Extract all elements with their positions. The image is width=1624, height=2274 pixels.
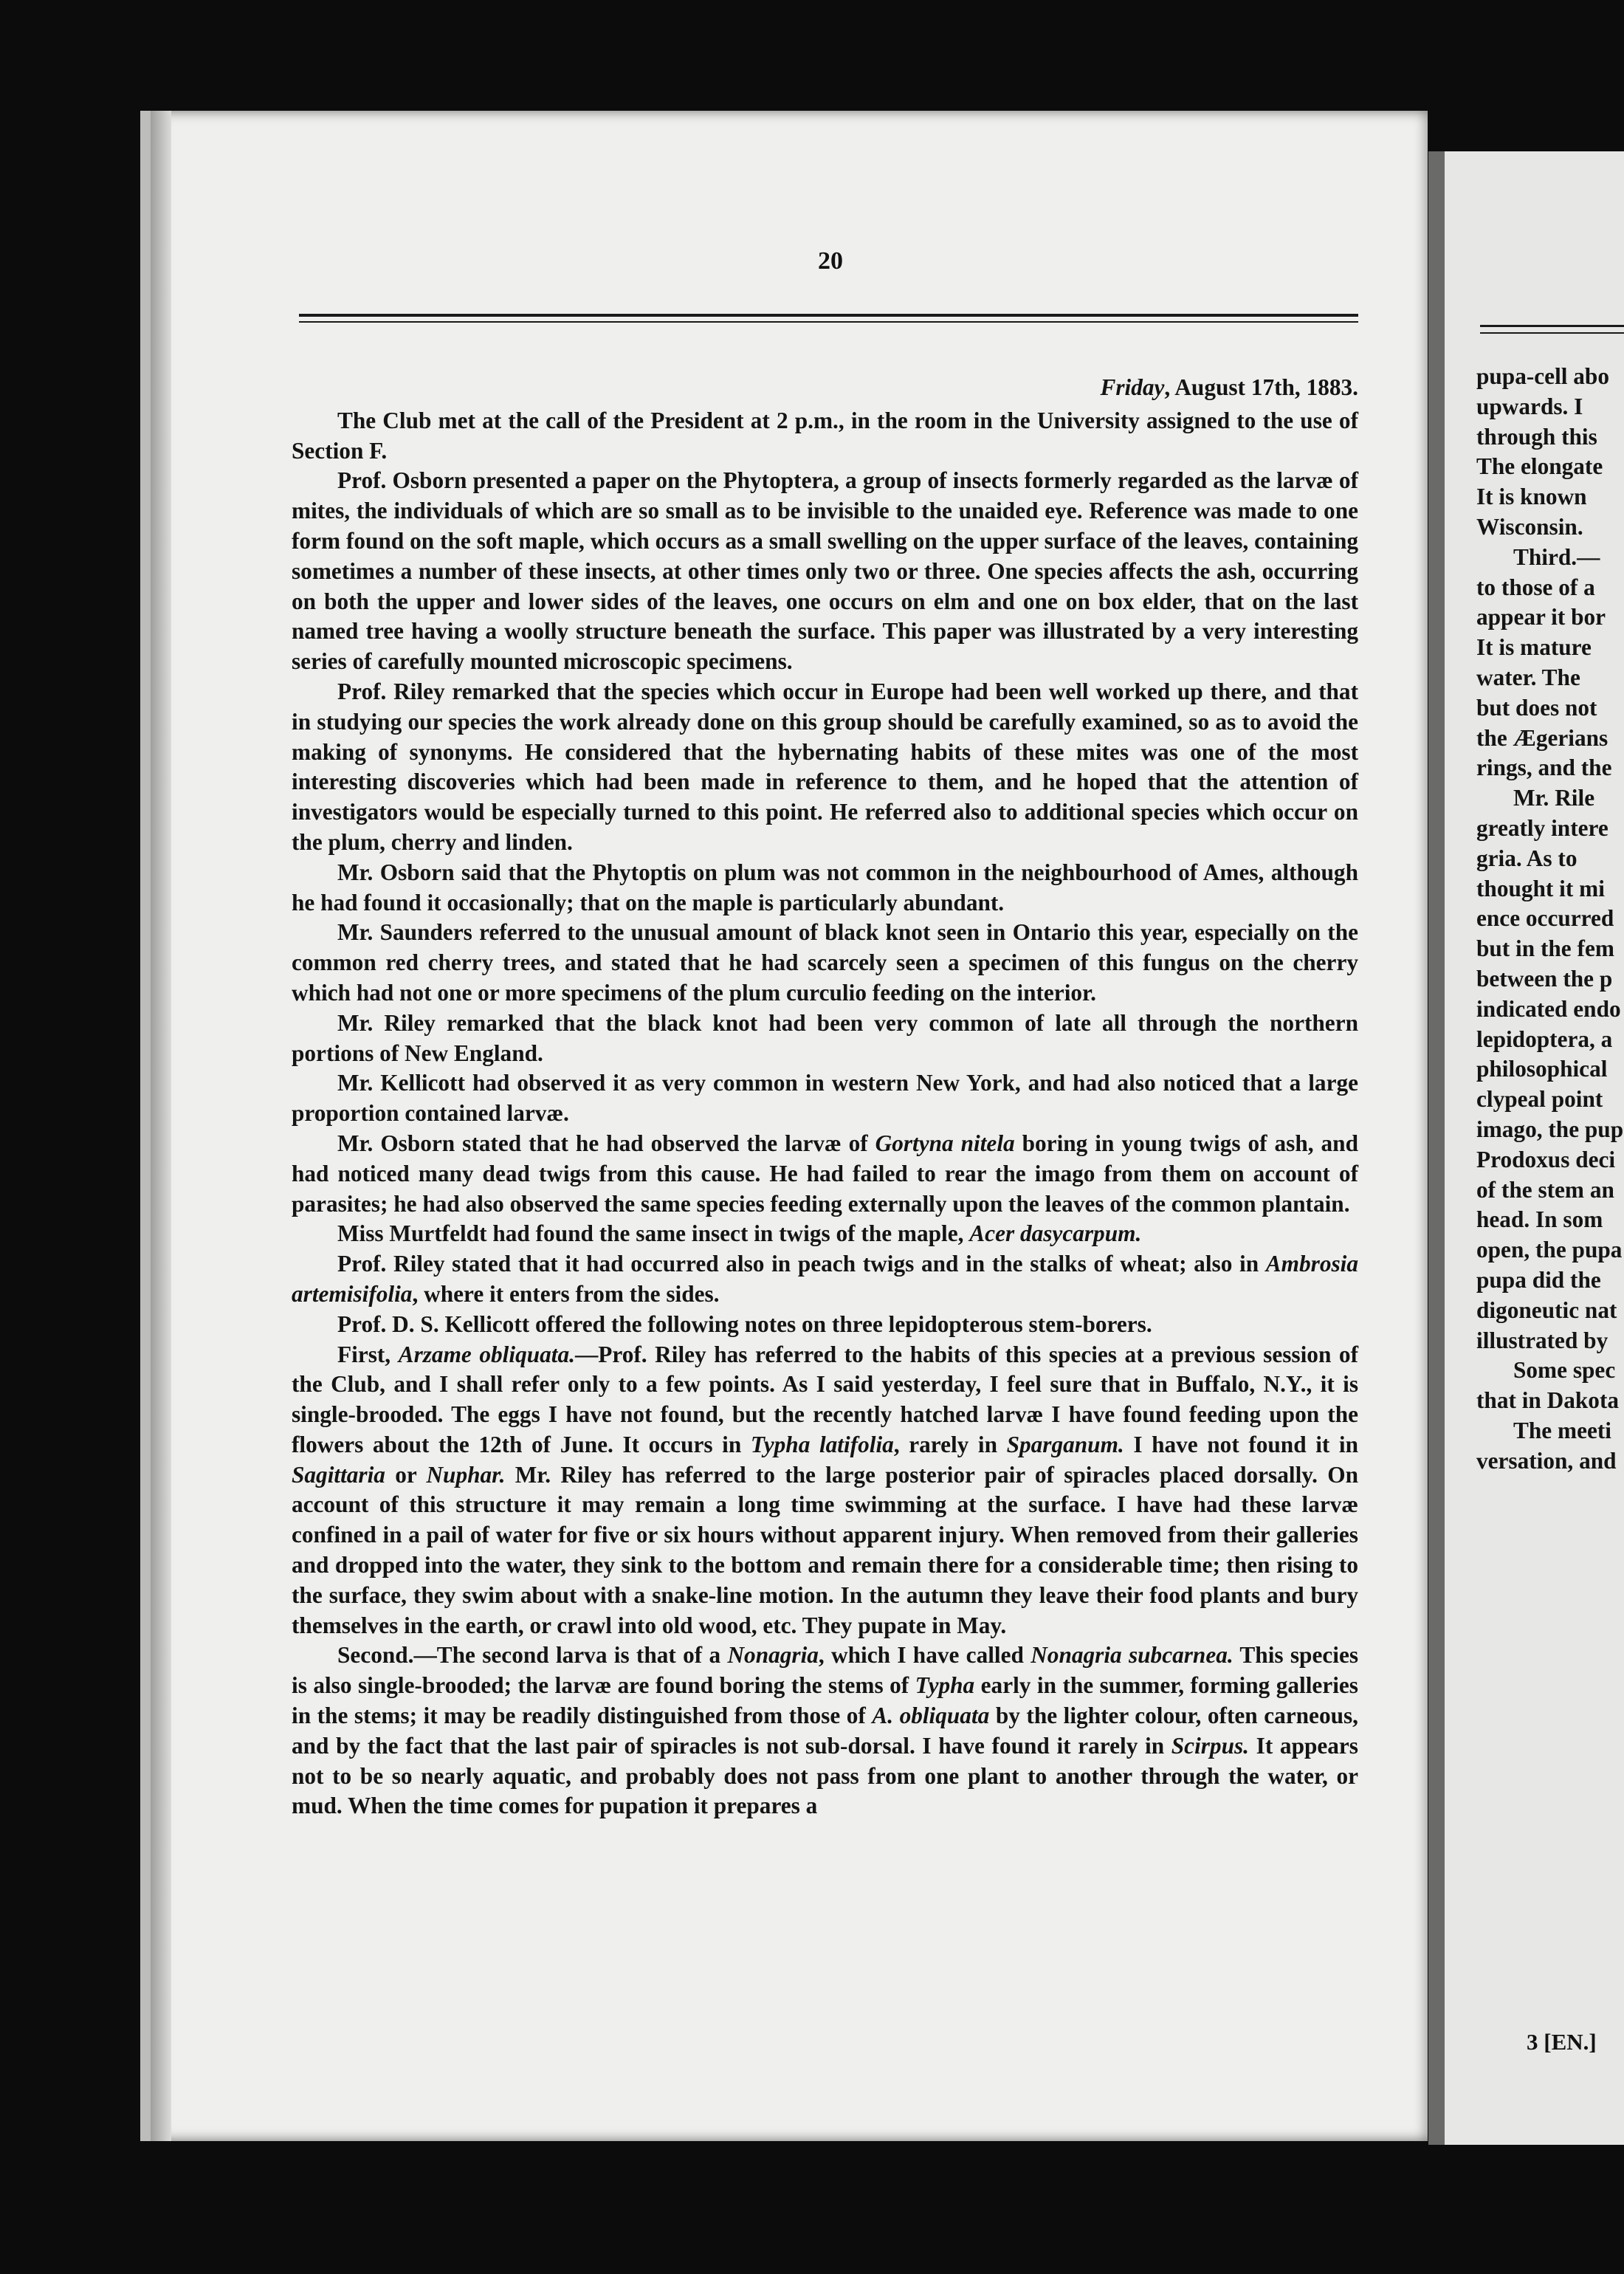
right-text-line: pupa did the: [1476, 1266, 1601, 1293]
paragraph-first: [292, 1340, 1358, 1641]
paragraph: Prof. Riley remarked that the species which occur in Europe had been well worked up there, and that in studying our species the work already done on this group should be carefully examined, so as to avoid the making of synonyms. He considered that the hybernating habits of these mites was one of the most interesting discoveries which had been made in reference to them, and he hoped that the attention of investigators would be especially turned to this point. He referred also to additional species which occur on the plum, cherry and linden.: [292, 678, 1358, 855]
right-text-line: thought it mi: [1476, 875, 1605, 901]
species-name: Nuphar.: [426, 1461, 506, 1488]
right-text-line: philosophical: [1476, 1056, 1608, 1082]
right-text-line: imago, the pup: [1476, 1116, 1624, 1142]
text-run: Second.—The second larva is that of a: [337, 1642, 728, 1669]
paragraph: Mr. Riley remarked that the black knot had been very common of late all through the northern portions of New England.: [292, 1009, 1358, 1066]
species-name: Typha latifolia: [750, 1431, 894, 1457]
text-run: This species is also single-brooded; the larvæ are found boring the stems of: [292, 1642, 1359, 1699]
right-text-line: head. In som: [1476, 1206, 1603, 1233]
text-run: First,: [337, 1341, 399, 1367]
right-text-line: clypeal point: [1476, 1086, 1603, 1113]
right-text-line: indicated endo: [1476, 995, 1621, 1022]
right-text-line: the Ægerians: [1476, 724, 1608, 751]
right-text-line: The meeti: [1513, 1417, 1611, 1443]
text-run: early in the summer, forming galleries in the stems; it may be readily distinguished from those of: [292, 1672, 1358, 1729]
right-text-line: Third.—: [1513, 543, 1600, 570]
species-name: Sparganum.: [1006, 1431, 1124, 1457]
right-header-rule: [1480, 325, 1624, 327]
right-page-footer: 3 [EN.]: [1527, 2029, 1597, 2055]
right-text-line: Prodoxus deci: [1476, 1146, 1616, 1172]
species-name: A. obliquata: [872, 1703, 990, 1729]
right-text-line: upwards. I: [1476, 393, 1583, 419]
species-name: Nonagria subcarnea.: [1031, 1642, 1234, 1669]
paragraph: Mr. Kellicott had observed it as very common in western New York, and had also noticed that a large proportion contained larvæ.: [292, 1070, 1358, 1127]
page-body: [292, 373, 1358, 1821]
text-run: Prof. Riley stated that it had occurred also in peach twigs and in the stalks of wheat; also in: [337, 1251, 1266, 1277]
right-text-line: It is mature: [1476, 634, 1592, 661]
paragraph: Mr. Osborn said that the Phytoptis on plum was not common in the neighbourhood of Ames, although he had found it occasionally; that on the maple is particularly abundant.: [292, 859, 1358, 916]
right-text-line: open, the pupa: [1476, 1237, 1623, 1263]
right-text-line: pupa-cell abo: [1476, 363, 1609, 389]
text-run: boring in young twigs of ash, and had noticed many dead twigs from this cause. He had failed to rear the imago from them on account of parasites; he had also observed the same species feeding externally upon the leaves of the common plantain.: [292, 1130, 1358, 1217]
paragraph: Mr. Saunders referred to the unusual amount of black knot seen in Ontario this year, especially on the common red cherry trees, and stated that he had scarcely seen a specimen of this fungus on the cherry which had not one or more specimens of the plum curculio feeding on the interior.: [292, 919, 1358, 1006]
paragraph-riley: [292, 1249, 1358, 1310]
paragraph-kellicott: Prof. D. S. Kellicott offered the following notes on three lepidopterous stem-borers.: [337, 1311, 1152, 1337]
text-run: Mr. Riley has referred to the large posterior pair of spiracles placed dorsally. On account of this structure it may remain a long time swimming at the surface. I have had these larvæ confined in a pail of water for five or six hours without apparent injury. When removed from their galleries and dropped into the water, they sink to the bottom and remain there for a considerable time; then rising to the surface, they swim about with a snake-line motion. In the autumn they leave their food plants and bury themselves in the earth, or crawl into old wood, etc. They pupate in May.: [292, 1461, 1359, 1638]
species-name: Sagittaria: [292, 1461, 385, 1488]
page-edge: [151, 111, 171, 2141]
right-text-line: appear it bor: [1476, 604, 1606, 631]
text-run: , where it enters from the sides.: [412, 1280, 720, 1307]
right-text-line: Some spec: [1513, 1357, 1616, 1384]
right-text-line: Mr. Rile: [1513, 785, 1595, 811]
right-text-line: ence occurred: [1476, 905, 1614, 932]
text-run: It appears not to be so nearly aquatic, and probably does not pass from one plant to another through the water, or mud. When the time comes for pupation it prepares a: [292, 1732, 1358, 1819]
right-text-line: The elongate: [1476, 453, 1603, 480]
paragraph: Prof. Osborn presented a paper on the Phytoptera, a group of insects formerly regarded as the larvæ of mites, the individuals of which are so small as to be invisible to the unaided eye. Reference was made to one form found on the soft maple, which occurs as a small swelling on the upper surface of the leaves, containing sometimes a number of these insects, at other times only two or three. One species affects the ash, occurring on both the upper and lower sides of the leaves, one occurs on elm and one on box elder, that on the last named tree having a woolly structure beneath the surface. This paper was illustrated by a very interesting series of carefully mounted microscopic specimens.: [292, 467, 1358, 675]
text-run: I have not found it in: [1124, 1431, 1359, 1457]
paragraph-osborn: [292, 1129, 1358, 1219]
text-run: , which I have called: [818, 1642, 1031, 1669]
right-text-line: It is known: [1476, 484, 1587, 510]
species-name: Nonagria: [727, 1642, 819, 1669]
text-run: Miss Murtfeldt had found the same insect in twigs of the maple,: [337, 1220, 970, 1247]
right-text-line: to those of a: [1476, 574, 1595, 600]
species-name: Gortyna nitela: [875, 1130, 1015, 1156]
species-name: Scirpus.: [1171, 1732, 1249, 1759]
right-text-line: versation, and: [1476, 1447, 1617, 1474]
text-run: Mr. Osborn stated that he had observed the larvæ of: [337, 1130, 875, 1156]
right-text-line: through this: [1476, 423, 1597, 450]
right-text-line: that in Dakota: [1476, 1387, 1620, 1414]
dateline: [292, 373, 1358, 403]
right-text-line: between the p: [1476, 965, 1613, 992]
text-run: by the lighter colour, often carneous, and by the fact that the last pair of spiracles is not sub-dorsal. I have found it rarely in: [292, 1703, 1359, 1759]
right-text-line: illustrated by: [1476, 1327, 1608, 1353]
right-text-line: gria. As to: [1476, 845, 1577, 871]
header-rule: [299, 314, 1358, 317]
species-name: Ambrosia artemisifolia: [292, 1251, 1358, 1307]
page-number: 20: [818, 247, 843, 275]
paragraph-second: [292, 1641, 1358, 1821]
right-text-line: Wisconsin.: [1476, 513, 1583, 540]
right-text-line: digoneutic nat: [1476, 1296, 1617, 1323]
dateline-day: Friday: [1100, 374, 1165, 400]
paragraph: The Club met at the call of the President at 2 p.m., in the room in the University assigned to the use of Section F.: [292, 407, 1358, 464]
right-text-line: rings, and the: [1476, 755, 1612, 781]
right-text-line: but does not: [1476, 694, 1597, 721]
species-name: Arzame obliquata.: [398, 1341, 575, 1367]
right-text-line: water. The: [1476, 664, 1580, 690]
right-page-text: [1476, 362, 1624, 1476]
right-text-line: of the stem an: [1476, 1176, 1614, 1203]
dateline-date: , August 17th, 1883.: [1164, 374, 1358, 400]
text-run: or: [385, 1461, 427, 1488]
species-name: Acer dasycarpum.: [969, 1220, 1142, 1247]
right-text-line: but in the fem: [1476, 935, 1614, 962]
right-text-line: greatly intere: [1476, 814, 1608, 841]
header-rule-thin: [299, 321, 1358, 323]
right-text-line: lepidoptera, a: [1476, 1026, 1613, 1052]
text-run: —Prof. Riley has referred to the habits of this species at a previous session of the Club, and I shall refer only to a few points. As I said yesterday, I feel sure that in Buffalo, N.Y., it is single-brooded. The eggs I have not found, but the recently hatched larvæ I have found feeding upon the flowers about the 12th of June. It occurs in: [292, 1341, 1358, 1457]
paragraph-murtfeldt: [292, 1219, 1358, 1249]
right-header-rule-thin: [1480, 332, 1624, 334]
species-name: Typha: [915, 1672, 975, 1699]
text-run: , rarely in: [893, 1431, 1007, 1457]
